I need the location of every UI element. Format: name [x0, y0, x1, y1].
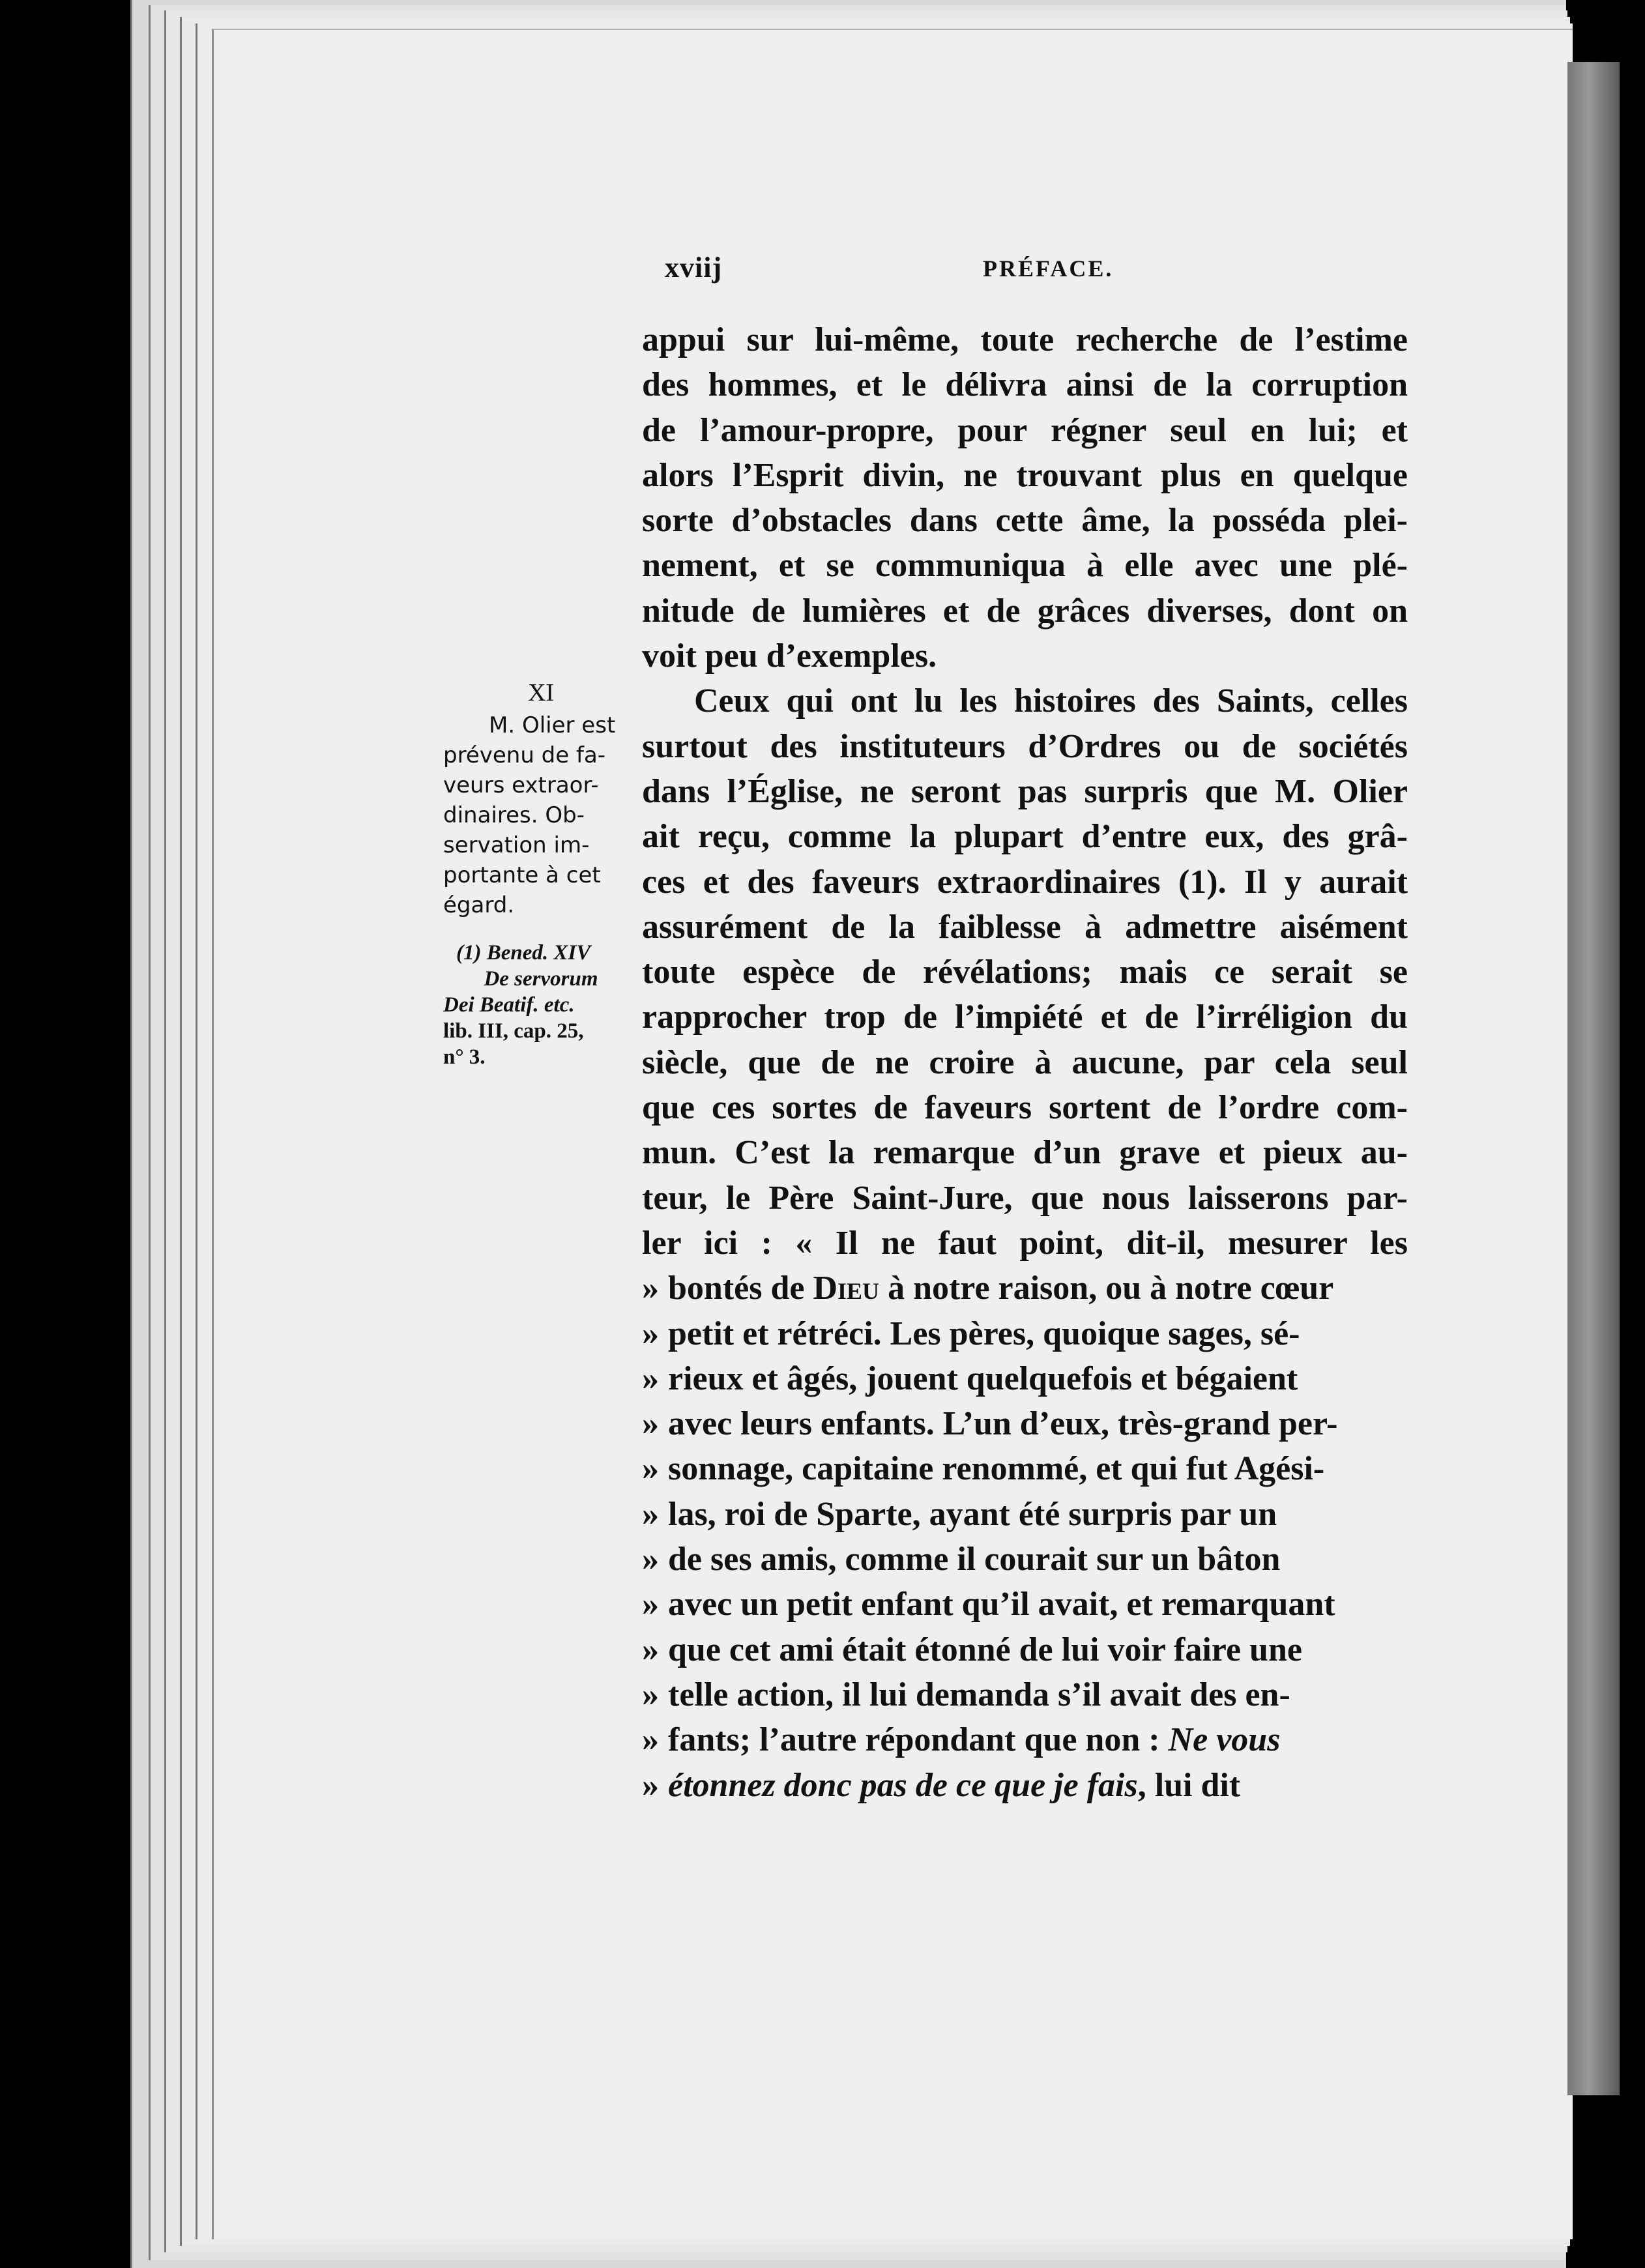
text-line: ait reçu, comme la plupart d’entre eux, des grâ-	[642, 818, 1408, 856]
footnote-line: (1) Bened. XIV	[456, 941, 591, 965]
text-line: ces et des faveurs extraordinaires (1). Il y aurait	[642, 863, 1408, 901]
margin-note-line: M. Olier est	[489, 712, 616, 738]
text-line: sorte d’obstacles dans cette âme, la posséda plei-	[642, 502, 1408, 540]
quote-line	[642, 1672, 1408, 1717]
quote-text: Dieu	[813, 1270, 880, 1307]
running-title: PRÉFACE.	[983, 255, 1114, 282]
quote-text: étonnez donc pas de ce que je fais	[668, 1766, 1138, 1804]
text-line: alors l’Esprit divin, ne trouvant plus en quelque	[642, 456, 1408, 494]
margin-note-line: prévenu de fa-	[443, 742, 606, 768]
quote-mark: »	[642, 1631, 659, 1668]
quote-line	[642, 1537, 1408, 1582]
quote-text: las, roi de Sparte, ayant été surpris par un	[668, 1495, 1277, 1533]
body-text	[642, 317, 1408, 1808]
text-line: de l’amour-propre, pour régner seul en lui; et	[642, 411, 1408, 449]
quote-mark: »	[642, 1495, 659, 1533]
text-line: mun. C’est la remarque d’un grave et pieux au-	[642, 1134, 1408, 1172]
quote-text: telle action, il lui demanda s’il avait des en-	[668, 1676, 1290, 1713]
quote-mark: »	[642, 1766, 659, 1804]
text-line: assurément de la faiblesse à admettre aisément	[642, 908, 1408, 946]
text-line: nement, et se communiqua à elle avec une plé-	[642, 547, 1408, 585]
text-line: siècle, que de ne croire à aucune, par cela seul	[642, 1043, 1408, 1081]
text-line: rapprocher trop de l’impiété et de l’irréligion du	[642, 998, 1408, 1036]
quote-mark: »	[642, 1359, 659, 1397]
quote-text: à notre raison, ou à notre cœur	[879, 1270, 1334, 1307]
quote-text: de ses amis, comme il courait sur un bâton	[668, 1541, 1281, 1578]
quote-mark: »	[642, 1676, 659, 1713]
text-line: nitude de lumières et de grâces diverses, dont on	[642, 592, 1408, 630]
quote-text: fants; l’autre répondant que non :	[668, 1721, 1169, 1759]
quote-mark: »	[642, 1586, 659, 1623]
text-line: Ceux qui ont lu les histoires des Saints, celles	[694, 682, 1408, 720]
text-line: appui sur lui-même, toute recherche de l’estime	[642, 321, 1408, 358]
quote-text: , lui dit	[1137, 1766, 1241, 1804]
page-number: xviij	[665, 252, 723, 284]
quote-text: avec un petit enfant qu’il avait, et remarquant	[668, 1586, 1335, 1623]
quote-line	[642, 1446, 1408, 1491]
quote-line	[642, 1356, 1408, 1401]
quote-text: sonnage, capitaine renommé, et qui fut Agési-	[668, 1450, 1325, 1488]
margin-note-line: dinaires. Ob-	[443, 802, 585, 828]
quote-text: avec leurs enfants. L’un d’eux, très-grand per-	[668, 1405, 1338, 1443]
text-line: ler ici : « Il ne faut point, dit-il, mesurer les	[642, 1224, 1408, 1262]
text-line: surtout des instituteurs d’Ordres ou de sociétés	[642, 727, 1408, 765]
text-line: voit peu d’exemples.	[642, 637, 937, 675]
quote-line	[642, 1582, 1408, 1627]
footnote-line: Dei Beatif. etc.	[443, 993, 575, 1017]
text-line: toute espèce de révélations; mais ce serait se	[642, 953, 1408, 991]
text-line: que ces sortes de faveurs sortent de l’ordre com-	[642, 1089, 1408, 1127]
quote-text: rieux et âgés, jouent quelquefois et bégaient	[668, 1359, 1298, 1397]
quote-mark: »	[642, 1721, 659, 1759]
running-head	[665, 251, 1414, 290]
margin-note-number: XI	[527, 679, 555, 706]
quote-line	[642, 1717, 1408, 1762]
quote-line	[642, 1492, 1408, 1537]
quote-line	[642, 1401, 1408, 1446]
quote-line	[642, 1266, 1408, 1311]
margin-note-line: veurs extraor-	[443, 772, 599, 798]
margin-note-line: portante à cet	[443, 862, 601, 888]
margin-note	[443, 678, 639, 920]
quote-line	[642, 1763, 1408, 1808]
quote-mark: »	[642, 1541, 659, 1578]
margin-note-line: égard.	[443, 892, 515, 918]
text-line: dans l’Église, ne seront pas surpris que M. Olier	[642, 772, 1408, 810]
margin-note-line: servation im-	[443, 832, 590, 858]
quote-mark: »	[642, 1450, 659, 1488]
quote-mark: »	[642, 1405, 659, 1443]
quote-text: Ne vous	[1168, 1721, 1281, 1759]
footnote-line: n° 3.	[443, 1045, 486, 1069]
quote-mark: »	[642, 1270, 659, 1307]
text-line: teur, le Père Saint-Jure, que nous laisserons par-	[642, 1179, 1408, 1217]
quote-text: bontés de	[668, 1270, 813, 1307]
quote-line	[642, 1627, 1408, 1672]
quote-text: petit et rétréci. Les pères, quoique sages, sé-	[668, 1315, 1300, 1352]
quote-text: que cet ami était étonné de lui voir faire une	[668, 1631, 1302, 1668]
quote-mark: »	[642, 1315, 659, 1352]
footnote	[443, 940, 639, 1070]
footnote-line: De servorum	[484, 967, 598, 991]
binding-shadow	[1567, 62, 1620, 2095]
footnote-line: lib. III, cap. 25,	[443, 1019, 584, 1043]
quote-line	[642, 1311, 1408, 1356]
text-line: des hommes, et le délivra ainsi de la corruption	[642, 366, 1408, 404]
